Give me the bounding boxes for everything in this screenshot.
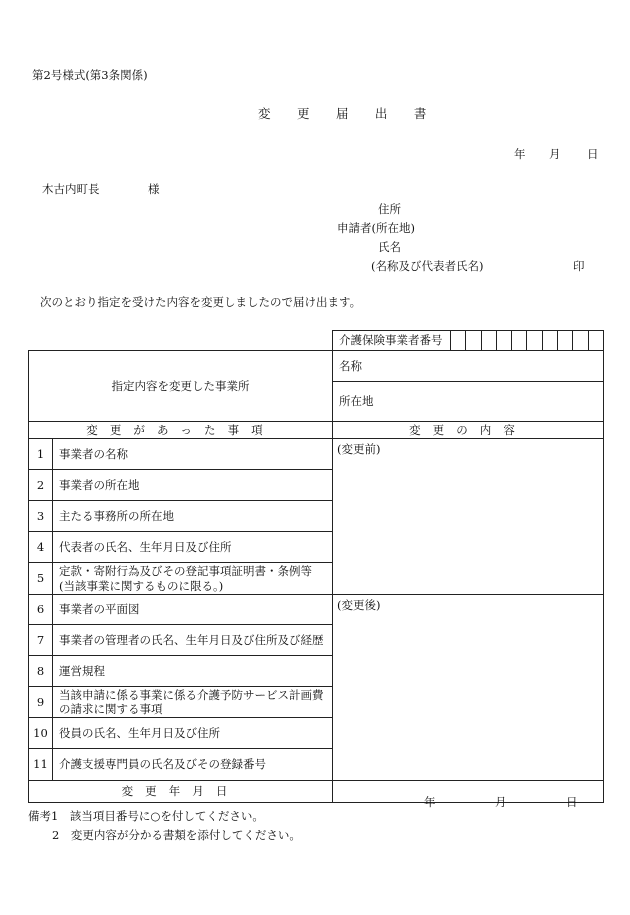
- note-line: 備考1 該当項目番号に○を付してください。: [28, 809, 264, 823]
- item-text: 事業者の管理者の氏名、生年月日及び住所及び経歴: [53, 625, 333, 656]
- item-text: [53, 563, 333, 595]
- change-before-label: (変更前): [337, 442, 381, 456]
- item-text: 事業者の所在地: [53, 470, 333, 501]
- change-date-year: 年: [424, 794, 436, 809]
- item-text: 代表者の氏名、生年月日及び住所: [53, 532, 333, 563]
- insurer-number-cell[interactable]: [573, 331, 588, 351]
- addressee-name: 木古内町長: [42, 182, 100, 196]
- change-after-cell[interactable]: [333, 595, 604, 781]
- item-text: 運営規程: [53, 656, 333, 687]
- page-title: 変 更 届 出 書: [258, 106, 438, 121]
- form-label: 第2号様式(第3条関係): [32, 68, 148, 82]
- applicant-name-note: (名称及び代表者氏名): [371, 259, 484, 273]
- item-text-line: の請求に関する事項: [59, 702, 163, 716]
- date-year: 年: [514, 147, 526, 161]
- insurer-number-cell[interactable]: [542, 331, 557, 351]
- intro-text: 次のとおり指定を受けた内容を変更しましたので届け出ます。: [40, 295, 362, 309]
- applicant-name-label: 氏名: [378, 240, 401, 254]
- item-number[interactable]: 5: [29, 563, 53, 595]
- date-day: 日: [587, 147, 599, 161]
- header-changed-items: 変更があった事項: [29, 422, 333, 439]
- item-text: 事業者の平面図: [53, 595, 333, 625]
- item-number[interactable]: 10: [29, 718, 53, 749]
- change-table: [28, 350, 604, 809]
- item-number[interactable]: 7: [29, 625, 53, 656]
- office-location-label: 所在地: [333, 382, 604, 422]
- item-number[interactable]: 3: [29, 501, 53, 532]
- insurer-number-cell[interactable]: [466, 331, 481, 351]
- insurer-number-cell[interactable]: [512, 331, 527, 351]
- item-number[interactable]: 2: [29, 470, 53, 501]
- insurer-number-cell[interactable]: [588, 331, 603, 351]
- item-text-line: (当該事業に関するものに限る。): [59, 578, 224, 593]
- item-text-line: 当該申請に係る事業に係る介護予防サービス計画費: [59, 687, 324, 702]
- item-text: 事業者の名称: [53, 439, 333, 470]
- change-date-cell[interactable]: [333, 781, 604, 809]
- item-number[interactable]: 6: [29, 595, 53, 625]
- applicant-address-label: 住所: [378, 202, 401, 216]
- item-text-line: 定款・寄附行為及びその登記事項証明書・条例等: [59, 564, 312, 579]
- item-text: [53, 687, 333, 718]
- note-line: 2 変更内容が分かる書類を添付してください。: [52, 828, 301, 842]
- item-text: 役員の氏名、生年月日及び住所: [53, 718, 333, 749]
- insurer-number-label: 介護保険事業者番号: [333, 331, 451, 351]
- change-date-month: 月: [495, 794, 507, 809]
- insurer-number-cell[interactable]: [558, 331, 573, 351]
- item-text: 介護支援専門員の氏名及びその登録番号: [53, 749, 333, 781]
- change-date-day: 日: [566, 794, 578, 809]
- office-name-label: 名称: [333, 351, 604, 382]
- change-after-label: (変更後): [337, 598, 381, 612]
- insurer-number-cell[interactable]: [481, 331, 496, 351]
- applicant-role-label: 申請者(所在地): [337, 221, 415, 235]
- change-date-label: 変更年月日: [29, 781, 333, 803]
- item-number[interactable]: 11: [29, 749, 53, 781]
- item-number[interactable]: 9: [29, 687, 53, 718]
- insurer-number-cell[interactable]: [527, 331, 542, 351]
- addressee-honorific: 様: [148, 182, 160, 196]
- insurer-number-cell[interactable]: [451, 331, 466, 351]
- seal-mark: 印: [573, 259, 585, 273]
- item-text: 主たる事務所の所在地: [53, 501, 333, 532]
- office-label: 指定内容を変更した事業所: [29, 351, 333, 422]
- insurer-number-table: [332, 330, 604, 351]
- item-number[interactable]: 8: [29, 656, 53, 687]
- item-number[interactable]: 1: [29, 439, 53, 470]
- insurer-number-cell[interactable]: [496, 331, 511, 351]
- item-number[interactable]: 4: [29, 532, 53, 563]
- change-before-cell[interactable]: [333, 439, 604, 595]
- header-change-contents: 変更の内容: [333, 422, 604, 439]
- date-month: 月: [549, 147, 561, 161]
